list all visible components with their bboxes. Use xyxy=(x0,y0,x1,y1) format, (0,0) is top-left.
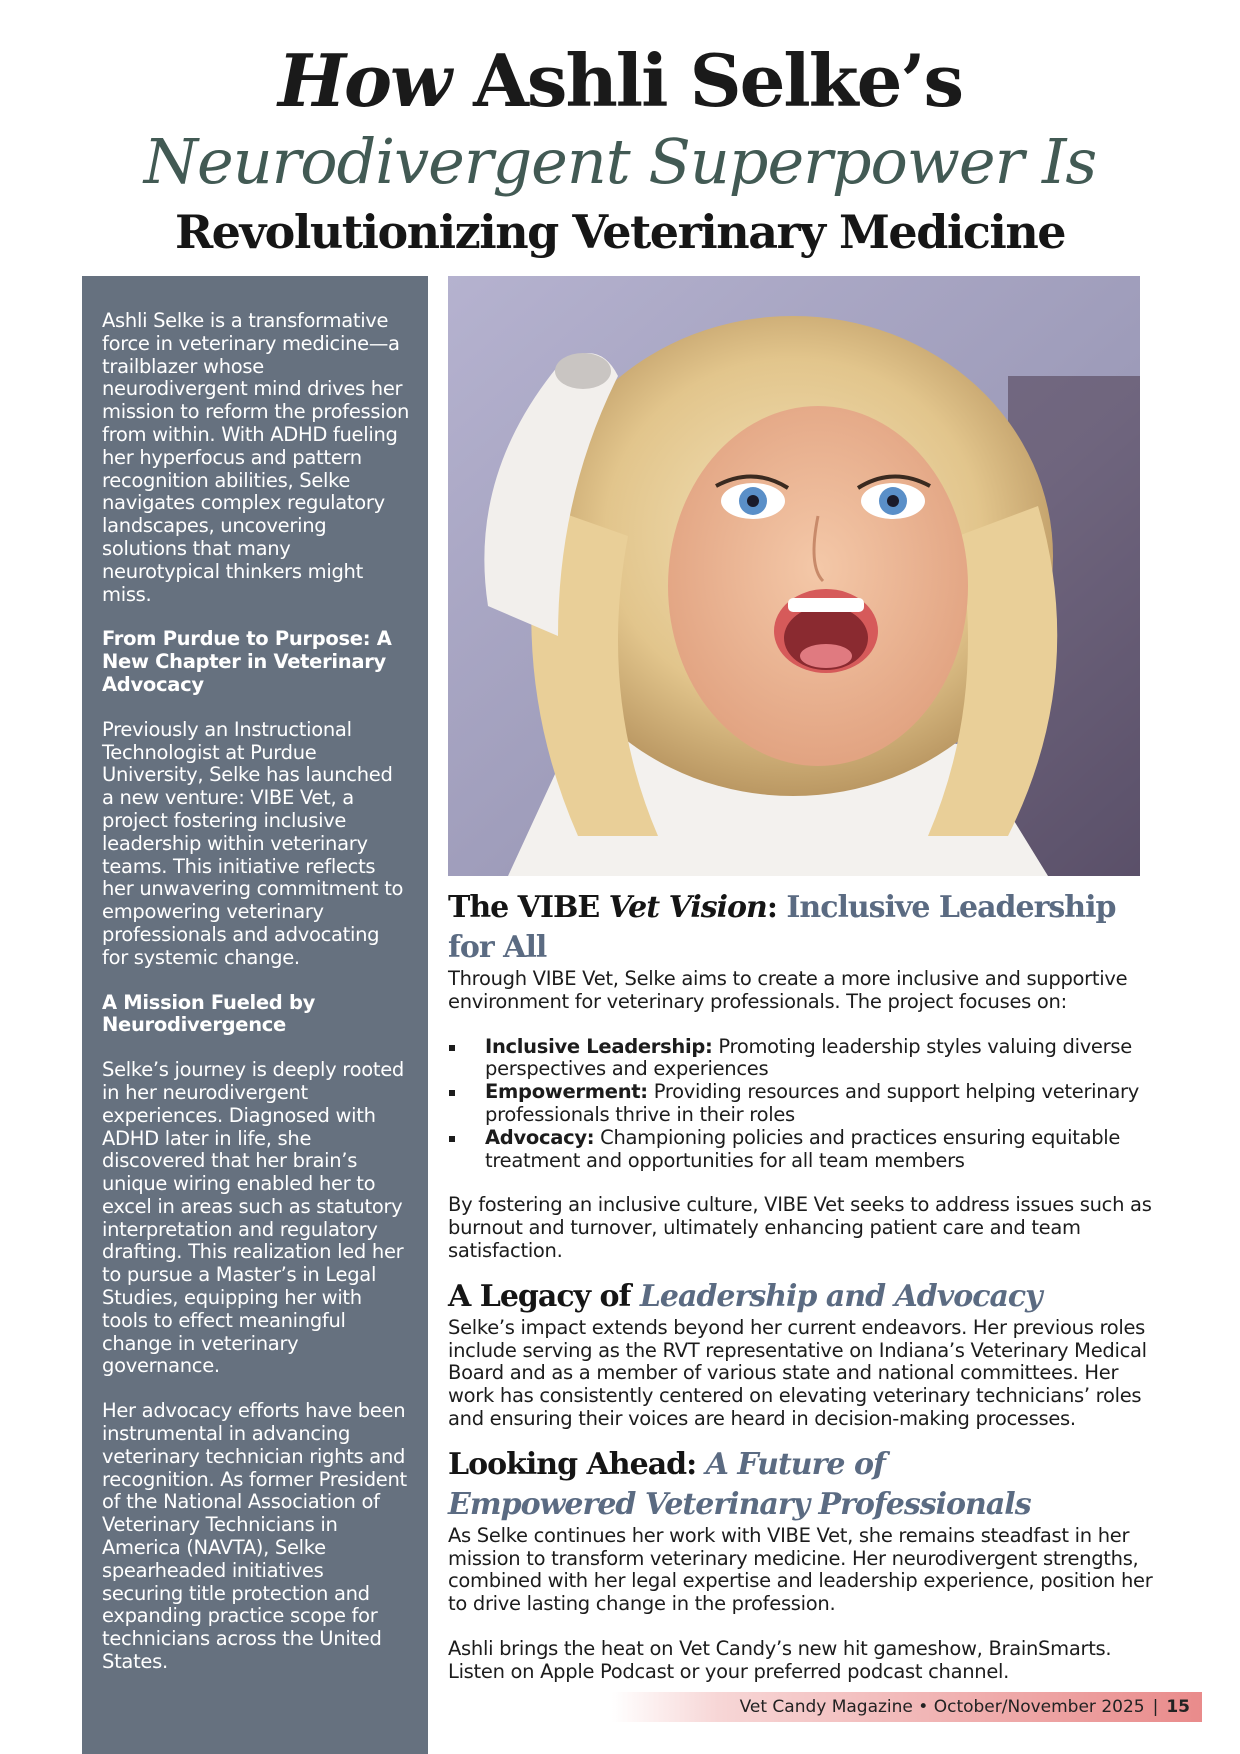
sidebar-panel xyxy=(82,276,428,1754)
footer-separator: | xyxy=(1152,1697,1159,1717)
list-item-label: Empowerment: xyxy=(485,1080,648,1104)
sidebar-paragraph-journey: Selke’s journey is deeply rooted in her neurodivergent experiences. Diagnosed with ADHD later in life, she discovered that her brain’s unique wiring enabled her to excel in areas such as statutory interpretation and regulatory drafting. This realization led her to pursue a Master’s in Legal Studies, equipping her with tools to effect meaningful change in veterinary governance. xyxy=(102,1058,404,1378)
main-column xyxy=(448,888,1168,1684)
page-number: 15 xyxy=(1166,1697,1190,1717)
headline-line-3: Revolutionizing Veterinary Medicine xyxy=(174,205,1066,259)
headline-line-2: Neurodivergent Superpower Is xyxy=(143,125,1097,198)
portrait-photo xyxy=(448,276,1140,876)
title-part: The VIBE xyxy=(448,890,609,925)
title-part-italic: Vet Vision xyxy=(608,890,767,925)
headline-how: How xyxy=(277,38,450,123)
list-item-text: Championing policies and practices ensuring equitable treatment and opportunities for all team members xyxy=(485,1125,1121,1172)
title-part: Looking Ahead: xyxy=(448,1446,706,1482)
vibe-intro: Through VIBE Vet, Selke aims to create a more inclusive and supportive environment for veterinary professionals. The project focuses on: xyxy=(448,967,1128,1013)
list-item-text: Promoting leadership styles valuing diverse perspectives and experiences xyxy=(485,1034,1132,1081)
title-accent: Inclusive Leadership for All xyxy=(448,890,1116,965)
list-item-label: Inclusive Leadership: xyxy=(485,1034,713,1058)
legacy-body: Selke’s impact extends beyond her current endeavors. Her previous roles include serving as the RVT representative on Indiana’s Veterinary Medical Board and as a member of various state and national committees. Her work has consistently centered on elevating veterinary technicians’ roles and ensuring their voices are heard in decision-making processes. xyxy=(448,1315,1147,1430)
vibe-closing: By fostering an inclusive culture, VIBE Vet seeks to address issues such as burnout and turnover, ultimately enhancing patient care and team satisfaction. xyxy=(448,1193,1152,1262)
sidebar-paragraph-advocacy: Her advocacy efforts have been instrumental in advancing veterinary technician rights and recognition. As former President of the National Association of Veterinary Technicians in America (NAVTA), Selke spearheaded initiatives securing title protection and expanding practice scope for technicians across the United States. xyxy=(102,1399,407,1674)
section-title-legacy xyxy=(448,1277,1168,1317)
title-accent: Leadership and Advocacy xyxy=(639,1278,1042,1314)
title-part: : xyxy=(766,890,787,925)
list-item xyxy=(448,1036,1168,1082)
sidebar-paragraph-purdue: Previously an Instructional Technologist at Purdue University, Selke has launched a new venture: VIBE Vet, a project fostering inclusive leadership within veterinary teams. This initiative reflects her unwavering commitment to empowering veterinary professionals and advocating for systemic change. xyxy=(102,717,404,969)
footer-publication: Vet Candy Magazine • October/November 2025 xyxy=(739,1697,1145,1717)
section-title-looking-ahead xyxy=(448,1445,1048,1525)
sidebar-heading-purdue: From Purdue to Purpose: A New Chapter in Veterinary Advocacy xyxy=(102,627,392,696)
sidebar-intro: Ashli Selke is a transformative force in veterinary medicine—a trailblazer whose neurodivergent mind drives her mission to reform the profession from within. With ADHD fueling her hyperfocus and pattern recognition abilities, Selke navigates complex regulatory landscapes, uncovering solutions that many neurotypical thinkers might miss. xyxy=(102,309,410,606)
sidebar-heading-mission: A Mission Fueled by Neurodivergence xyxy=(102,990,316,1037)
list-item xyxy=(448,1081,1168,1127)
page-footer xyxy=(612,1692,1202,1722)
looking-ahead-body: As Selke continues her work with VIBE Vet, she remains steadfast in her mission to transform veterinary medicine. Her neurodivergent strengths, combined with her legal expertise and leadership experience, position her to drive lasting change in the profession. xyxy=(448,1523,1153,1616)
headline-name: Ashli Selke’s xyxy=(473,38,963,123)
title-accent: A Future of Empowered Veterinary Professionals xyxy=(448,1446,1031,1522)
section-title-vibe xyxy=(448,888,1168,968)
list-item-text: Providing resources and support helping veterinary professionals thrive in their roles xyxy=(485,1080,1139,1126)
headline-line-1 xyxy=(0,36,1240,126)
list-item xyxy=(448,1127,1168,1173)
podcast-note: Ashli brings the heat on Vet Candy’s new hit gameshow, BrainSmarts. Listen on Apple Podcast or your preferred podcast channel. xyxy=(448,1636,1112,1683)
focus-list xyxy=(448,1036,1168,1173)
list-item-label: Advocacy: xyxy=(485,1125,595,1149)
title-part: A Legacy of xyxy=(448,1278,640,1314)
